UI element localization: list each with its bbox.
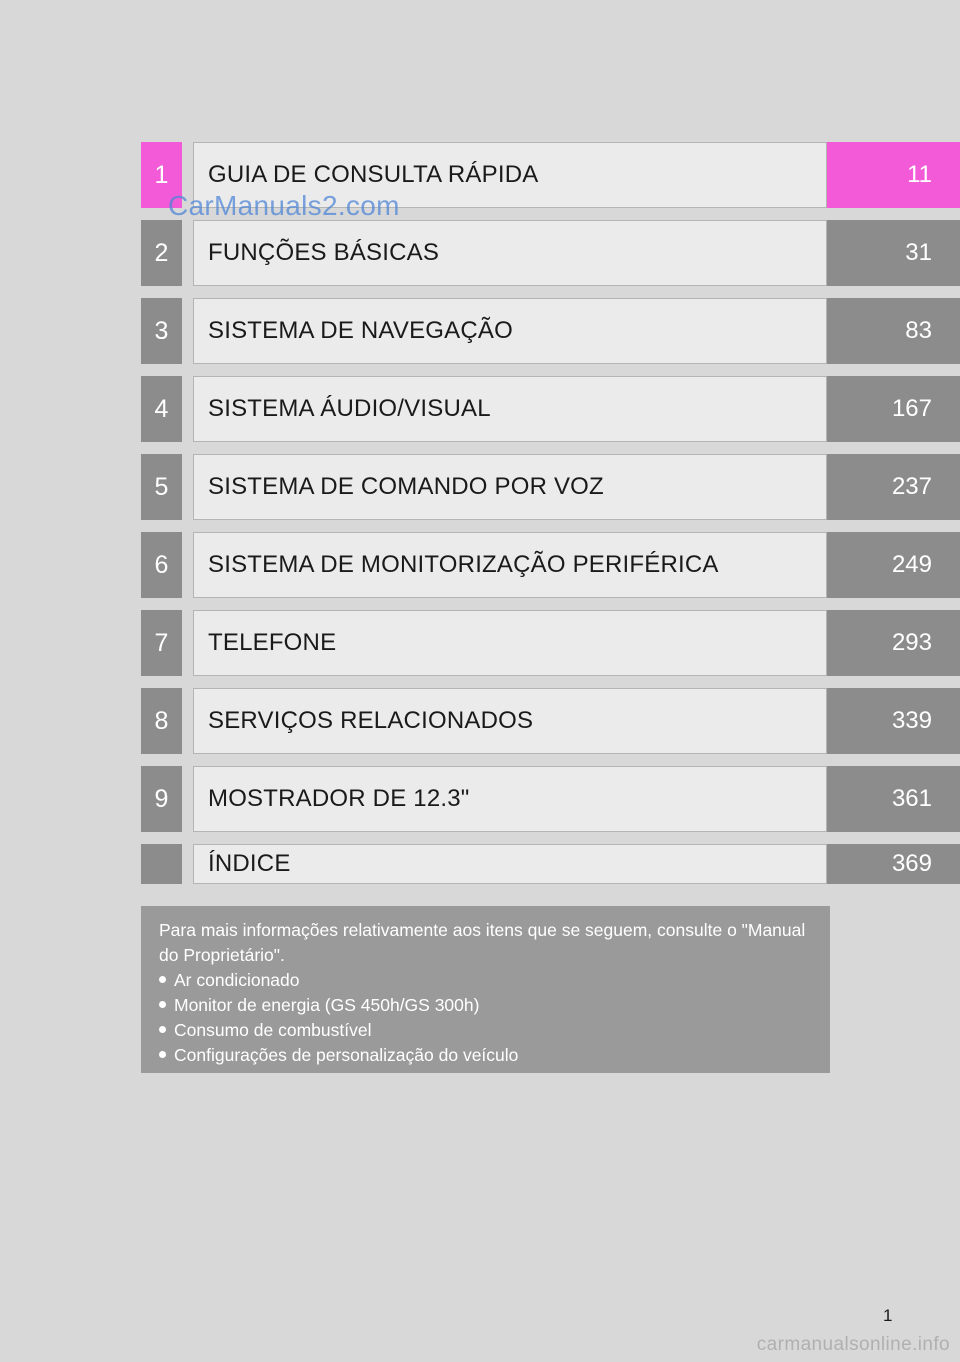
section-number: 9 — [141, 766, 182, 832]
section-page: 83 — [827, 298, 960, 364]
list-item-text: Configurações de personalização do veículo — [174, 1045, 519, 1065]
section-page: 31 — [827, 220, 960, 286]
toc-row-navigation[interactable] — [141, 298, 960, 364]
info-box — [141, 906, 830, 1073]
watermark-bottom: carmanualsonline.info — [756, 1334, 950, 1355]
list-item — [159, 993, 816, 1018]
list-item-text: Ar condicionado — [174, 970, 300, 990]
info-list — [159, 968, 816, 1068]
info-intro: Para mais informações relativamente aos itens que se seguem, consulte o "Manual do Proprietário". — [159, 920, 806, 965]
section-title: GUIA DE CONSULTA RÁPIDA — [193, 142, 827, 208]
table-of-contents — [141, 142, 960, 896]
toc-row-basic-functions[interactable] — [141, 220, 960, 286]
section-title: SERVIÇOS RELACIONADOS — [193, 688, 827, 754]
section-title: SISTEMA DE MONITORIZAÇÃO PERIFÉRICA — [193, 532, 827, 598]
toc-row-telephone[interactable] — [141, 610, 960, 676]
section-page: 339 — [827, 688, 960, 754]
toc-row-voice-command[interactable] — [141, 454, 960, 520]
bullet-icon — [159, 1026, 166, 1033]
page-number: 1 — [883, 1306, 893, 1325]
section-title: SISTEMA DE COMANDO POR VOZ — [193, 454, 827, 520]
section-page: 369 — [827, 844, 960, 884]
section-title: FUNÇÕES BÁSICAS — [193, 220, 827, 286]
section-page: 167 — [827, 376, 960, 442]
toc-row-peripheral-monitoring[interactable] — [141, 532, 960, 598]
section-page: 237 — [827, 454, 960, 520]
section-number: 6 — [141, 532, 182, 598]
section-number — [141, 844, 182, 884]
section-title: TELEFONE — [193, 610, 827, 676]
bullet-icon — [159, 1001, 166, 1008]
section-number: 5 — [141, 454, 182, 520]
list-item — [159, 968, 816, 993]
section-number: 4 — [141, 376, 182, 442]
section-number: 7 — [141, 610, 182, 676]
section-number: 1 — [141, 142, 182, 208]
list-item-text: Consumo de combustível — [174, 1020, 372, 1040]
section-title: SISTEMA ÁUDIO/VISUAL — [193, 376, 827, 442]
section-number: 8 — [141, 688, 182, 754]
section-title: SISTEMA DE NAVEGAÇÃO — [193, 298, 827, 364]
section-title: MOSTRADOR DE 12.3" — [193, 766, 827, 832]
toc-row-audio-visual[interactable] — [141, 376, 960, 442]
bullet-icon — [159, 976, 166, 983]
section-page: 293 — [827, 610, 960, 676]
toc-row-index[interactable] — [141, 844, 960, 884]
list-item-text: Monitor de energia (GS 450h/GS 300h) — [174, 995, 480, 1015]
section-title: ÍNDICE — [193, 844, 827, 884]
list-item — [159, 1018, 816, 1043]
section-page: 249 — [827, 532, 960, 598]
section-number: 2 — [141, 220, 182, 286]
section-page: 11 — [827, 142, 960, 208]
section-number: 3 — [141, 298, 182, 364]
section-page: 361 — [827, 766, 960, 832]
toc-row-related-services[interactable] — [141, 688, 960, 754]
watermark-top: CarManuals2.com — [168, 190, 400, 221]
bullet-icon — [159, 1051, 166, 1058]
list-item — [159, 1043, 816, 1068]
toc-row-display[interactable] — [141, 766, 960, 832]
